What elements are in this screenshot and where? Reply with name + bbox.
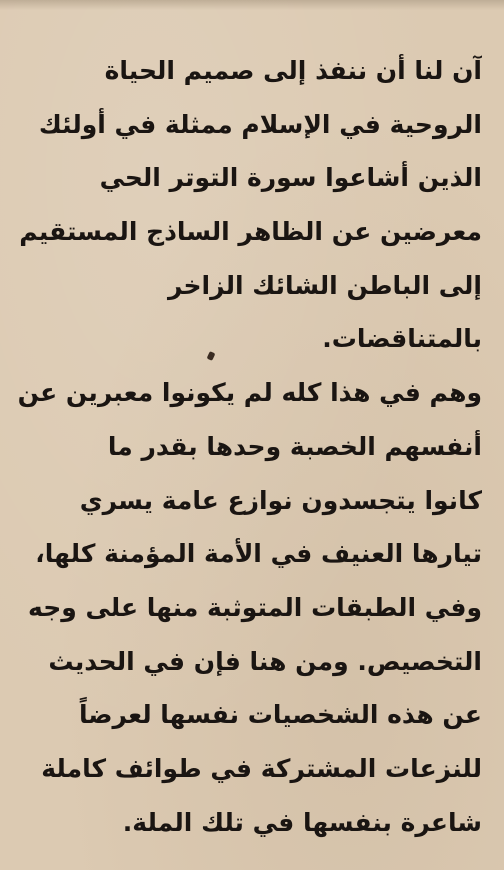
text-line-5: إلى الباطن الشائك الزاخر (167, 270, 482, 300)
text-line-12: التخصيص. ومن هنا فإن في الحديث (48, 646, 482, 676)
text-line-11: وفي الطبقات المتوثبة منها على وجه (28, 592, 482, 622)
text-line-13: عن هذه الشخصيات نفسها لعرضاً (79, 700, 482, 730)
text-line-3: الذين أشاعوا سورة التوتر الحي (99, 163, 482, 193)
arabic-text-block (14, 44, 482, 849)
text-line-10: تيارها العنيف في الأمة المؤمنة كلها، (35, 539, 482, 569)
page-top-edge (0, 0, 504, 10)
text-line-14: للنزعات المشتركة في طوائف كاملة (41, 753, 482, 783)
text-line-4: معرضين عن الظاهر الساذج المستقيم (19, 217, 482, 247)
text-line-2: الروحية في الإسلام ممثلة في أولئك (38, 109, 482, 139)
text-line-15: شاعرة بنفسها في تلك الملة. (122, 807, 482, 837)
text-line-9: كانوا يتجسدون نوازع عامة يسري (79, 485, 482, 515)
text-line-8: أنفسهم الخصبة وحدها بقدر ما (107, 431, 482, 461)
text-line-1: آن لنا أن ننفذ إلى صميم الحياة (104, 56, 482, 85)
text-line-7: وهم في هذا كله لم يكونوا معبرين عن (17, 378, 482, 408)
text-line-6: بالمتناقضات. (322, 324, 482, 354)
